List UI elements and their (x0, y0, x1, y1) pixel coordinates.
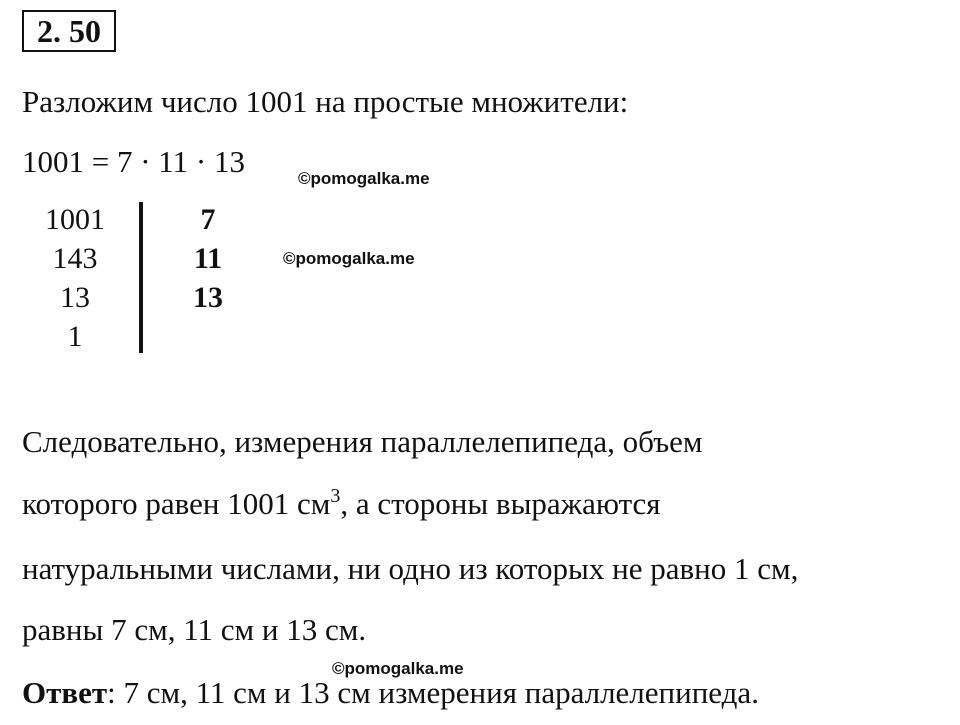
paragraph-line-2-end: , а стороны выражаются (340, 486, 661, 521)
intro-text: Разложим число 1001 на простые множители: (22, 84, 629, 119)
answer-line (22, 675, 759, 711)
paragraph-line-2 (22, 486, 661, 522)
dividend-1: 1 (67, 320, 83, 353)
watermark-1: ©pomogalka.me (298, 169, 430, 188)
factorization-equation: 1001 = 7 · 11 · 13 (22, 144, 245, 179)
cubic-exponent: 3 (330, 485, 341, 507)
paragraph-line-3: натуральными числами, ни одно из которых не равно 1 см, (22, 551, 799, 586)
divisor-11: 11 (193, 242, 223, 275)
paragraph-line-2-start: которого равен 1001 см (22, 486, 331, 521)
watermark-2: ©pomogalka.me (283, 249, 415, 268)
paragraph-line-4: равны 7 см, 11 см и 13 см. (22, 612, 367, 647)
problem-number: 2. 50 (22, 10, 116, 52)
dividend-1001: 1001 (45, 203, 105, 236)
divisor-7: 7 (200, 203, 216, 236)
divisor-13: 13 (193, 281, 223, 314)
dividend-143: 143 (52, 242, 98, 275)
dividend-13: 13 (60, 281, 90, 314)
watermark-3: ©pomogalka.me (332, 659, 464, 678)
answer-text: : 7 см, 11 см и 13 см измерения параллелепипеда. (107, 675, 759, 710)
answer-label: Ответ (22, 675, 108, 710)
table-divider (139, 202, 143, 353)
paragraph-line-1: Следовательно, измерения параллелепипеда, объем (22, 424, 703, 459)
